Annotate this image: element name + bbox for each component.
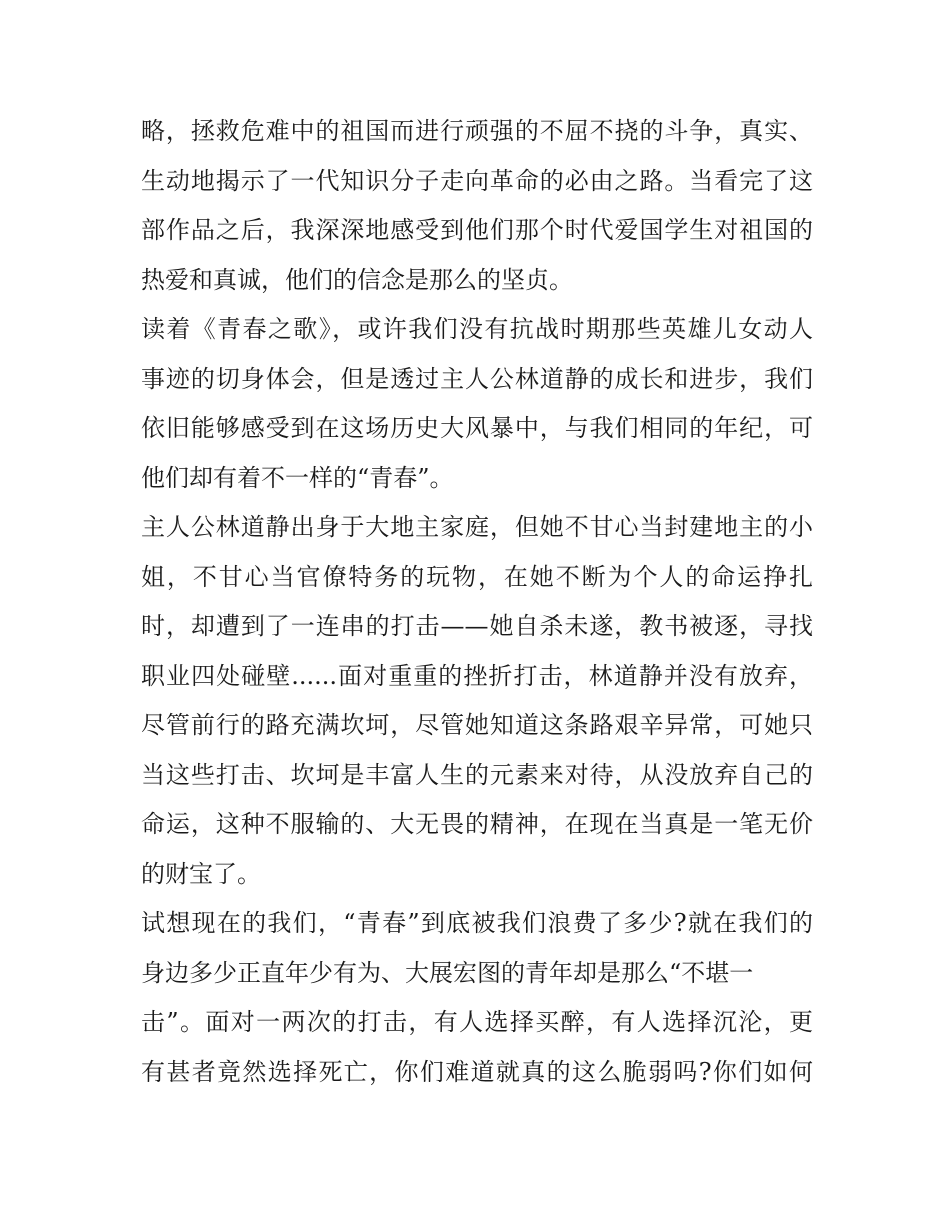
- text-line: 身边多少正直年少有为、大展宏图的青年却是那么“不堪一: [141, 958, 754, 987]
- text-line: 依旧能够感受到在这场历史大风暴中，与我们相同的年纪，可: [141, 414, 813, 442]
- text-line: 有甚者竟然选择死亡，你们难道就真的这么脆弱吗?你们如何: [141, 1057, 813, 1086]
- text-line: 的财宝了。: [141, 859, 261, 888]
- text-line: 命运，这种不服输的、大无畏的精神，在现在当真是一笔无价: [141, 810, 813, 838]
- text-line: 事迹的切身体会，但是透过主人公林道静的成长和进步，我们: [141, 364, 813, 393]
- text-line: 生动地揭示了一代知识分子走向革命的必由之路。当看完了这: [141, 166, 813, 195]
- text-line: 部作品之后，我深深地感受到他们那个时代爱国学生对祖国的: [141, 216, 813, 244]
- document-body: [141, 107, 813, 1097]
- text-line: 主人公林道静出身于大地主家庭，但她不甘心当封建地主的小: [141, 513, 813, 541]
- text-line: 职业四处碰壁......面对重重的挫折打击，林道静并没有放弃，: [141, 661, 813, 690]
- text-line: 时，却遭到了一连串的打击——她自杀未遂，教书被逐，寻找: [141, 612, 813, 640]
- text-line: 热爱和真诚，他们的信念是那么的坚贞。: [141, 265, 573, 294]
- text-line: 略，拯救危难中的祖国而进行顽强的不屈不挠的斗争，真实、: [141, 117, 813, 145]
- text-line: 当这些打击、坎坷是丰富人生的元素来对待，从没放弃自己的: [141, 760, 813, 789]
- text-line: 尽管前行的路充满坎坷，尽管她知道这条路艰辛异常，可她只: [141, 711, 813, 739]
- text-line: 他们却有着不一样的“青春”。: [141, 463, 454, 492]
- text-line: 读着《青春之歌》，或许我们没有抗战时期那些英雄儿女动人: [141, 315, 813, 343]
- text-line: 试想现在的我们，“青春”到底被我们浪费了多少?就在我们的: [141, 909, 813, 937]
- text-line: 姐，不甘心当官僚特务的玩物，在她不断为个人的命运挣扎: [141, 562, 813, 591]
- text-line: 击”。面对一两次的打击，有人选择买醉，有人选择沉沦，更: [141, 1008, 813, 1036]
